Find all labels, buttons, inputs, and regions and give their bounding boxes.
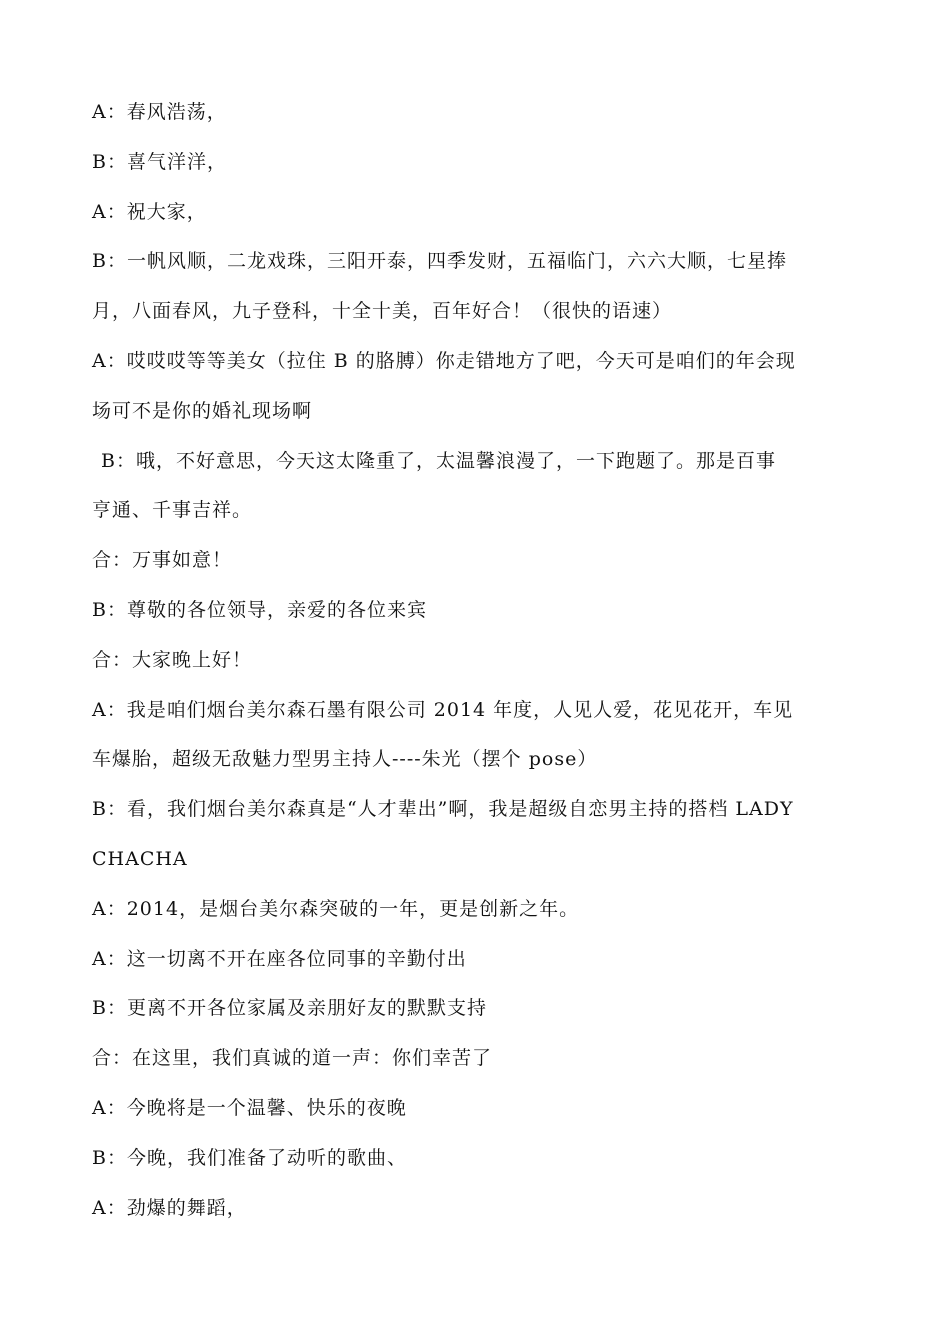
script-line: 合：在这里，我们真诚的道一声：你们幸苦了 <box>92 1047 493 1070</box>
script-line: 月，八面春风，九子登科，十全十美，百年好合！（很快的语速） <box>92 300 673 323</box>
script-line: A：春风浩荡， <box>92 101 227 123</box>
script-line: A：祝大家， <box>92 200 207 223</box>
script-line: A：这一切离不开在座各位同事的辛勤付出 <box>92 947 467 970</box>
script-line: B：今晚，我们准备了动听的歌曲、 <box>92 1146 407 1169</box>
script-line: B：哦，不好意思，今天这太隆重了，太温馨浪漫了，一下跑题了。那是百事 <box>101 449 776 472</box>
script-line: B：喜气洋洋， <box>92 150 227 173</box>
script-line: 亨通、千事吉祥。 <box>92 499 253 522</box>
script-line: B：更离不开各位家属及亲朋好友的默默支持 <box>92 997 487 1020</box>
script-body <box>92 96 860 1241</box>
script-line: CHACHA <box>92 847 188 870</box>
script-line: A：今晚将是一个温馨、快乐的夜晚 <box>92 1096 407 1119</box>
script-line: A：2014，是烟台美尔森突破的一年，更是创新之年。 <box>92 897 580 920</box>
script-line: A：劲爆的舞蹈， <box>92 1196 247 1219</box>
script-line: B：看，我们烟台美尔森真是“人才辈出”啊，我是超级自恋男主持的搭档 LADY <box>92 798 794 821</box>
script-line: A：我是咱们烟台美尔森石墨有限公司 2014 年度，人见人爱，花见花开，车见 <box>92 698 794 721</box>
script-line: B：一帆风顺，二龙戏珠，三阳开泰，四季发财，五福临门，六六大顺，七星捧 <box>92 250 787 273</box>
script-line: 合：大家晚上好！ <box>92 648 253 671</box>
script-line: 车爆胎，超级无敌魅力型男主持人----朱光（摆个 pose） <box>92 748 598 771</box>
script-line: A：哎哎哎等等美女（拉住 B 的胳膊）你走错地方了吧，今天可是咱们的年会现 <box>92 349 796 372</box>
script-line: B：尊敬的各位领导，亲爱的各位来宾 <box>92 598 427 621</box>
script-line: 场可不是你的婚礼现场啊 <box>92 399 313 422</box>
script-line: 合：万事如意！ <box>92 549 233 572</box>
